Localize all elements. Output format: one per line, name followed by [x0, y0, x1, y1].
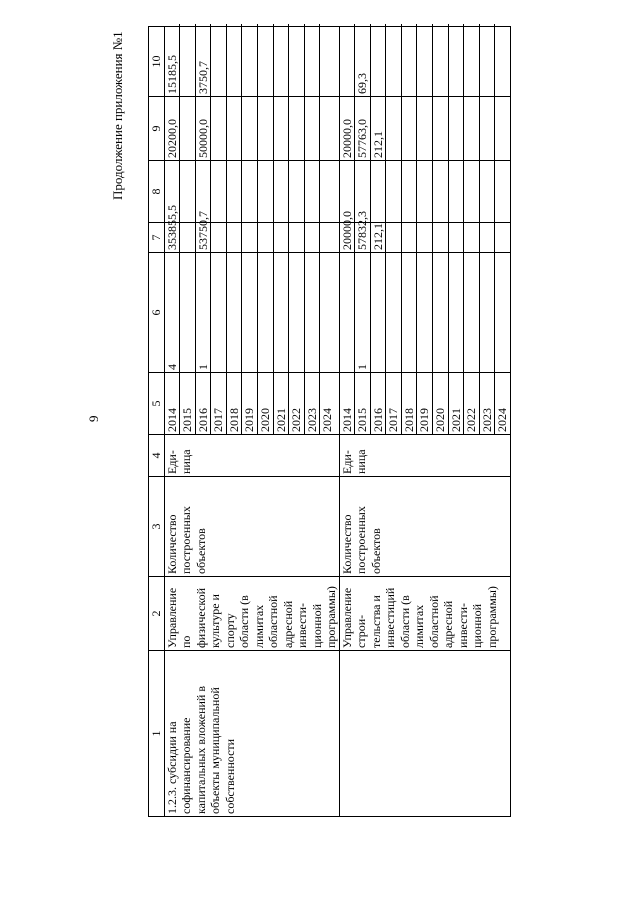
- value-cell: 69,3: [355, 27, 371, 96]
- cell-indicator: Количество построенных объектов: [164, 477, 339, 577]
- value-cell: [320, 223, 335, 252]
- value-cell: [480, 161, 496, 222]
- value-cell: [258, 27, 274, 96]
- value-cell: [480, 253, 496, 372]
- value-cell: [464, 161, 480, 222]
- value-cell: 50000,0: [196, 97, 212, 160]
- value-cell: 20200,0: [165, 97, 181, 160]
- value-cell: [371, 253, 387, 372]
- header-cell-6: 6: [149, 253, 165, 373]
- header-cell-7: 7: [149, 223, 165, 253]
- cell-c5-column: [339, 253, 511, 373]
- value-cell: [464, 223, 480, 252]
- year-cell: 2021: [449, 373, 465, 434]
- value-cell: [305, 253, 321, 372]
- value-cell: [289, 97, 305, 160]
- value-cell: [433, 223, 449, 252]
- value-cell: [433, 27, 449, 96]
- value-cell: [211, 97, 227, 160]
- header-row: [149, 27, 165, 817]
- value-cell: [386, 27, 402, 96]
- year-cell: 2015: [355, 373, 371, 434]
- value-cell: [433, 97, 449, 160]
- value-cell: [274, 97, 290, 160]
- value-cell: [227, 97, 243, 160]
- value-cell: [495, 161, 510, 222]
- value-cell: [258, 97, 274, 160]
- cell-years-column: [339, 373, 511, 435]
- value-cell: [464, 24, 480, 26]
- value-cell: [274, 27, 290, 96]
- value-cell: [242, 27, 258, 96]
- value-cell: [180, 223, 196, 252]
- value-cell: 353855,5: [164, 205, 179, 250]
- header-cell-3: 3: [149, 477, 165, 577]
- value-cell: [433, 161, 449, 222]
- value-cell: [289, 161, 305, 222]
- value-cell: [242, 97, 258, 160]
- value-cell: [386, 24, 402, 26]
- year-cell: 2022: [289, 373, 305, 434]
- value-cell: [402, 24, 418, 26]
- value-cell: [417, 27, 433, 96]
- value-cell: [196, 24, 212, 26]
- value-cell: [258, 253, 274, 372]
- value-cell: 1: [196, 253, 212, 372]
- value-cell: [480, 223, 496, 252]
- value-cell: [274, 223, 290, 252]
- header-cell-9: 9: [149, 97, 165, 161]
- value-cell: [242, 253, 258, 372]
- value-cell: [402, 223, 418, 252]
- cell-executor: Управление по физической культуре и спорту области (в лимитах областной адресной инвести-ционной программы): [164, 577, 339, 651]
- value-cell: [320, 27, 335, 96]
- value-cell: [320, 161, 335, 222]
- value-cell: [386, 223, 402, 252]
- value-cell: 4: [165, 253, 181, 372]
- value-cell: [417, 223, 433, 252]
- header-cell-2: 2: [149, 577, 165, 651]
- value-cell: [242, 24, 258, 26]
- year-cell: 2023: [305, 373, 321, 434]
- header-cell-10: 10: [149, 27, 165, 97]
- value-cell: [371, 161, 387, 222]
- value-cell: [258, 161, 274, 222]
- table-row: [339, 27, 511, 817]
- value-cell: 1: [355, 253, 371, 372]
- value-cell: [258, 223, 274, 252]
- value-cell: 20000,0: [339, 211, 354, 250]
- year-cell: 2018: [402, 373, 418, 434]
- value-cell: [289, 253, 305, 372]
- year-cell: 2022: [464, 373, 480, 434]
- cell-c8-column: [339, 97, 511, 161]
- value-cell: [227, 161, 243, 222]
- value-cell: [449, 161, 465, 222]
- value-cell: [386, 97, 402, 160]
- value-cell: [340, 24, 356, 26]
- value-cell: [402, 253, 418, 372]
- rotated-table-wrapper: [148, 27, 510, 817]
- table-row: [164, 27, 339, 817]
- value-cell: [464, 97, 480, 160]
- page-number: 9: [86, 415, 101, 422]
- year-cell: 2018: [227, 373, 243, 434]
- year-cell: 2021: [274, 373, 290, 434]
- header-cell-4: 4: [149, 435, 165, 477]
- year-cell: 2017: [211, 373, 227, 434]
- value-cell: [180, 253, 196, 372]
- value-cell: 57832,3: [355, 211, 370, 250]
- value-cell: [417, 24, 433, 26]
- value-cell: [305, 223, 321, 252]
- value-cell: [449, 97, 465, 160]
- cell-c7-column: [164, 161, 339, 223]
- cell-c6-column: [339, 211, 511, 253]
- value-cell: [449, 24, 465, 26]
- value-cell: [449, 27, 465, 96]
- value-cell: [495, 223, 510, 252]
- year-cell: 2015: [180, 373, 196, 434]
- value-cell: [495, 97, 510, 160]
- value-cell: [305, 161, 321, 222]
- value-cell: [274, 253, 290, 372]
- value-cell: 57763,0: [355, 97, 371, 160]
- value-cell: [386, 253, 402, 372]
- year-cell: 2014: [165, 373, 181, 434]
- value-cell: [289, 27, 305, 96]
- value-cell: [289, 223, 305, 252]
- value-cell: [305, 27, 321, 96]
- value-cell: [402, 27, 418, 96]
- value-cell: [320, 253, 335, 372]
- header-cell-5: 5: [149, 373, 165, 435]
- value-cell: [386, 161, 402, 222]
- value-cell: 212,1: [371, 97, 387, 160]
- value-cell: [417, 253, 433, 372]
- header-cell-8: 8: [149, 161, 165, 223]
- appendix-table: [148, 26, 511, 817]
- value-cell: [480, 24, 496, 26]
- value-cell: [320, 97, 335, 160]
- value-cell: [495, 27, 510, 96]
- value-cell: [274, 24, 290, 26]
- value-cell: [289, 24, 305, 26]
- value-cell: [211, 24, 227, 26]
- cell-executor: Управление строи-тельства и инвестиций области (в лимитах областной адресной инвести-ционной программы): [339, 577, 511, 651]
- value-cell: [165, 24, 181, 26]
- year-cell: 2023: [480, 373, 496, 434]
- value-cell: [305, 24, 321, 26]
- value-cell: [340, 27, 356, 96]
- cell-years-column: [164, 373, 339, 435]
- value-cell: [480, 97, 496, 160]
- cell-c9-column: [339, 27, 511, 97]
- value-cell: [402, 97, 418, 160]
- year-cell: 2024: [320, 408, 335, 432]
- value-cell: [211, 253, 227, 372]
- value-cell: [355, 24, 371, 26]
- cell-c6-column: [164, 205, 339, 253]
- cell-c5-column: [164, 253, 339, 373]
- cell-measure: 1.2.3. субсидии на софинансирование капитальных вложений в объекты муниципальной собственности: [164, 651, 339, 817]
- value-cell: [227, 223, 243, 252]
- value-cell: [305, 97, 321, 160]
- value-cell: [417, 97, 433, 160]
- value-cell: [371, 27, 387, 96]
- value-cell: 20000,0: [340, 97, 356, 160]
- cell-measure: [339, 651, 511, 817]
- value-cell: [464, 253, 480, 372]
- value-cell: [433, 253, 449, 372]
- value-cell: [227, 27, 243, 96]
- year-cell: 2016: [196, 373, 212, 434]
- value-cell: [449, 223, 465, 252]
- value-cell: [340, 253, 356, 372]
- value-cell: [480, 27, 496, 96]
- year-cell: 2017: [386, 373, 402, 434]
- cell-unit: Еди-ница: [339, 435, 511, 477]
- year-cell: 2019: [417, 373, 433, 434]
- value-cell: 53750,7: [195, 211, 210, 250]
- value-cell: [211, 161, 227, 222]
- value-cell: [180, 161, 196, 222]
- year-cell: 2019: [242, 373, 258, 434]
- value-cell: [211, 223, 227, 252]
- year-cell: 2024: [495, 408, 510, 432]
- value-cell: [227, 253, 243, 372]
- year-cell: 2014: [340, 373, 356, 434]
- continuation-label: Продолжение приложения №1: [110, 31, 125, 200]
- value-cell: [180, 27, 196, 96]
- cell-unit: Еди-ница: [164, 435, 339, 477]
- value-cell: [180, 24, 196, 26]
- cell-c8-column: [164, 97, 339, 161]
- value-cell: [371, 24, 387, 26]
- value-cell: 15185,5: [165, 27, 181, 96]
- value-cell: [320, 24, 335, 26]
- value-cell: [242, 223, 258, 252]
- value-cell: [227, 24, 243, 26]
- year-cell: 2020: [258, 373, 274, 434]
- year-cell: 2016: [371, 373, 387, 434]
- value-cell: 212,1: [370, 223, 385, 250]
- value-cell: [449, 253, 465, 372]
- value-cell: [402, 161, 418, 222]
- value-cell: [211, 27, 227, 96]
- value-cell: [417, 161, 433, 222]
- value-cell: [495, 24, 510, 26]
- header-cell-1: 1: [149, 651, 165, 817]
- value-cell: [274, 161, 290, 222]
- value-cell: [242, 161, 258, 222]
- value-cell: [433, 24, 449, 26]
- value-cell: [495, 253, 510, 372]
- value-cell: [464, 27, 480, 96]
- value-cell: [258, 24, 274, 26]
- cell-c9-column: [164, 27, 339, 97]
- value-cell: 3750,7: [196, 27, 212, 96]
- year-cell: 2020: [433, 373, 449, 434]
- value-cell: [180, 97, 196, 160]
- cell-indicator: Количество построенных объектов: [339, 477, 511, 577]
